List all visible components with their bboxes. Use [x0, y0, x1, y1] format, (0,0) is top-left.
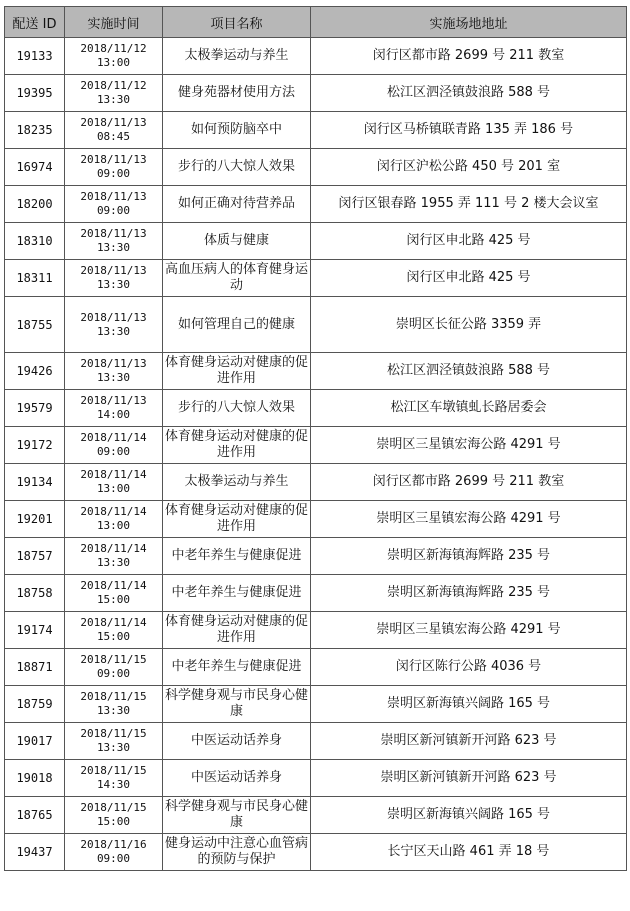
cell-address: 崇明区新河镇新开河路 623 号	[311, 760, 627, 797]
cell-address: 松江区泗泾镇鼓浪路 588 号	[311, 75, 627, 112]
cell-time-text: 14:30	[96, 778, 131, 791]
cell-id: 19579	[5, 390, 65, 427]
cell-time	[65, 686, 163, 723]
cell-date-text: 2018/11/14	[80, 468, 147, 481]
cell-address: 闵行区银春路 1955 弄 111 号 2 楼大会议室	[311, 186, 627, 223]
cell-id: 19426	[5, 353, 65, 390]
table-row	[5, 223, 627, 260]
cell-time-text: 13:30	[96, 556, 131, 569]
cell-id: 19134	[5, 464, 65, 501]
table-row	[5, 834, 627, 871]
cell-date-text: 2018/11/15	[80, 690, 147, 703]
cell-time-text: 13:30	[96, 93, 131, 106]
cell-time	[65, 186, 163, 223]
cell-time	[65, 501, 163, 538]
cell-date-text: 2018/11/14	[80, 431, 147, 444]
table-row	[5, 612, 627, 649]
table-row	[5, 38, 627, 75]
cell-id: 19174	[5, 612, 65, 649]
cell-time	[65, 723, 163, 760]
table-row	[5, 260, 627, 297]
cell-date-text: 2018/11/13	[80, 153, 147, 166]
cell-id: 18759	[5, 686, 65, 723]
cell-address: 崇明区新海镇兴阔路 165 号	[311, 686, 627, 723]
cell-address: 闵行区申北路 425 号	[311, 260, 627, 297]
table-row	[5, 538, 627, 575]
cell-date-text: 2018/11/15	[80, 727, 147, 740]
cell-address: 松江区泗泾镇鼓浪路 588 号	[311, 353, 627, 390]
cell-id: 18200	[5, 186, 65, 223]
cell-time-text: 13:30	[96, 241, 131, 254]
cell-project-name: 科学健身观与市民身心健康	[163, 797, 311, 834]
table-row	[5, 112, 627, 149]
cell-project-name: 中老年养生与健康促进	[163, 649, 311, 686]
table-row	[5, 797, 627, 834]
cell-project-name: 健身运动中注意心血管病的预防与保护	[163, 834, 311, 871]
cell-date-text: 2018/11/13	[80, 264, 147, 277]
cell-date-text: 2018/11/14	[80, 542, 147, 555]
cell-time	[65, 260, 163, 297]
cell-time	[65, 797, 163, 834]
header-time: 实施时间	[65, 7, 163, 38]
cell-time-text: 13:00	[96, 56, 131, 69]
cell-time-text: 13:30	[96, 704, 131, 717]
cell-time-text: 13:30	[96, 278, 131, 291]
cell-time	[65, 390, 163, 427]
cell-project-name: 中医运动话养身	[163, 760, 311, 797]
cell-id: 19017	[5, 723, 65, 760]
cell-time	[65, 612, 163, 649]
cell-address: 松江区车墩镇虬长路居委会	[311, 390, 627, 427]
cell-address: 崇明区新海镇兴阔路 165 号	[311, 797, 627, 834]
cell-time	[65, 297, 163, 353]
cell-time	[65, 353, 163, 390]
cell-id: 19201	[5, 501, 65, 538]
cell-id: 16974	[5, 149, 65, 186]
table-row	[5, 75, 627, 112]
cell-time	[65, 575, 163, 612]
cell-project-name: 中医运动话养身	[163, 723, 311, 760]
cell-time-text: 09:00	[96, 445, 131, 458]
cell-time-text: 09:00	[96, 667, 131, 680]
cell-date-text: 2018/11/15	[80, 801, 147, 814]
cell-date-text: 2018/11/13	[80, 116, 147, 129]
cell-date-text: 2018/11/15	[80, 764, 147, 777]
cell-id: 18871	[5, 649, 65, 686]
cell-date-text: 2018/11/13	[80, 227, 147, 240]
cell-project-name: 太极拳运动与养生	[163, 464, 311, 501]
cell-date-text: 2018/11/12	[80, 79, 147, 92]
cell-address: 闵行区都市路 2699 号 211 教室	[311, 38, 627, 75]
table-row	[5, 575, 627, 612]
table-row	[5, 149, 627, 186]
cell-id: 18311	[5, 260, 65, 297]
table-row	[5, 501, 627, 538]
cell-date-text: 2018/11/13	[80, 357, 147, 370]
cell-project-name: 体质与健康	[163, 223, 311, 260]
cell-address: 闵行区都市路 2699 号 211 教室	[311, 464, 627, 501]
cell-project-name: 体育健身运动对健康的促进作用	[163, 501, 311, 538]
cell-project-name: 体育健身运动对健康的促进作用	[163, 353, 311, 390]
cell-address: 崇明区三星镇宏海公路 4291 号	[311, 501, 627, 538]
cell-project-name: 体育健身运动对健康的促进作用	[163, 427, 311, 464]
cell-time-text: 09:00	[96, 852, 131, 865]
cell-date-text: 2018/11/12	[80, 42, 147, 55]
cell-time-text: 13:00	[96, 482, 131, 495]
cell-time-text: 13:30	[96, 324, 131, 338]
cell-time-text: 09:00	[96, 167, 131, 180]
table-row	[5, 464, 627, 501]
cell-project-name: 如何预防脑卒中	[163, 112, 311, 149]
cell-project-name: 中老年养生与健康促进	[163, 538, 311, 575]
table-row	[5, 297, 627, 353]
cell-address: 闵行区申北路 425 号	[311, 223, 627, 260]
table-row	[5, 427, 627, 464]
table-body	[5, 38, 627, 871]
cell-time	[65, 149, 163, 186]
cell-project-name: 科学健身观与市民身心健康	[163, 686, 311, 723]
cell-time-text: 13:00	[96, 519, 131, 532]
cell-address: 闵行区沪松公路 450 号 201 室	[311, 149, 627, 186]
cell-address: 崇明区新河镇新开河路 623 号	[311, 723, 627, 760]
table-row	[5, 353, 627, 390]
cell-id: 18757	[5, 538, 65, 575]
cell-id: 18755	[5, 297, 65, 353]
cell-time	[65, 427, 163, 464]
cell-time	[65, 538, 163, 575]
cell-address: 崇明区新海镇海辉路 235 号	[311, 538, 627, 575]
cell-id: 18765	[5, 797, 65, 834]
cell-project-name: 高血压病人的体育健身运动	[163, 260, 311, 297]
cell-id: 18310	[5, 223, 65, 260]
cell-id: 18235	[5, 112, 65, 149]
cell-time-text: 13:30	[96, 741, 131, 754]
cell-address: 崇明区长征公路 3359 弄	[311, 297, 627, 353]
header-id: 配送 ID	[5, 7, 65, 38]
cell-date-text: 2018/11/16	[80, 838, 147, 851]
cell-project-name: 中老年养生与健康促进	[163, 575, 311, 612]
cell-id: 19172	[5, 427, 65, 464]
cell-id: 19395	[5, 75, 65, 112]
cell-id: 19437	[5, 834, 65, 871]
cell-time	[65, 834, 163, 871]
cell-project-name: 体育健身运动对健康的促进作用	[163, 612, 311, 649]
cell-time	[65, 223, 163, 260]
cell-time	[65, 649, 163, 686]
cell-time-text: 15:00	[96, 815, 131, 828]
cell-time	[65, 760, 163, 797]
table-row	[5, 686, 627, 723]
cell-id: 19133	[5, 38, 65, 75]
table-row	[5, 186, 627, 223]
table-row	[5, 723, 627, 760]
cell-address: 闵行区马桥镇联青路 135 弄 186 号	[311, 112, 627, 149]
cell-time-text: 14:00	[96, 408, 131, 421]
cell-date-text: 2018/11/14	[80, 579, 147, 592]
header-address: 实施场地地址	[311, 7, 627, 38]
cell-time	[65, 75, 163, 112]
table-row	[5, 760, 627, 797]
cell-time-text: 13:30	[96, 371, 131, 384]
cell-time-text: 15:00	[96, 593, 131, 606]
cell-time	[65, 38, 163, 75]
cell-time	[65, 464, 163, 501]
cell-id: 19018	[5, 760, 65, 797]
cell-project-name: 如何管理自己的健康	[163, 297, 311, 353]
cell-time	[65, 112, 163, 149]
cell-address: 闵行区陈行公路 4036 号	[311, 649, 627, 686]
table-row	[5, 649, 627, 686]
cell-time-text: 15:00	[96, 630, 131, 643]
cell-project-name: 步行的八大惊人效果	[163, 149, 311, 186]
cell-date-text: 2018/11/13	[80, 310, 147, 324]
cell-time-text: 09:00	[96, 204, 131, 217]
cell-address: 崇明区三星镇宏海公路 4291 号	[311, 612, 627, 649]
cell-date-text: 2018/11/14	[80, 505, 147, 518]
cell-project-name: 太极拳运动与养生	[163, 38, 311, 75]
table-header-row	[5, 7, 627, 38]
table-row	[5, 390, 627, 427]
cell-address: 崇明区三星镇宏海公路 4291 号	[311, 427, 627, 464]
cell-project-name: 如何正确对待营养品	[163, 186, 311, 223]
cell-time-text: 08:45	[96, 130, 131, 143]
cell-project-name: 健身苑器材使用方法	[163, 75, 311, 112]
header-project-name: 项目名称	[163, 7, 311, 38]
cell-address: 长宁区天山路 461 弄 18 号	[311, 834, 627, 871]
cell-date-text: 2018/11/15	[80, 653, 147, 666]
cell-date-text: 2018/11/14	[80, 616, 147, 629]
cell-date-text: 2018/11/13	[80, 394, 147, 407]
cell-project-name: 步行的八大惊人效果	[163, 390, 311, 427]
cell-id: 18758	[5, 575, 65, 612]
cell-date-text: 2018/11/13	[80, 190, 147, 203]
cell-address: 崇明区新海镇海辉路 235 号	[311, 575, 627, 612]
schedule-table	[4, 6, 627, 871]
